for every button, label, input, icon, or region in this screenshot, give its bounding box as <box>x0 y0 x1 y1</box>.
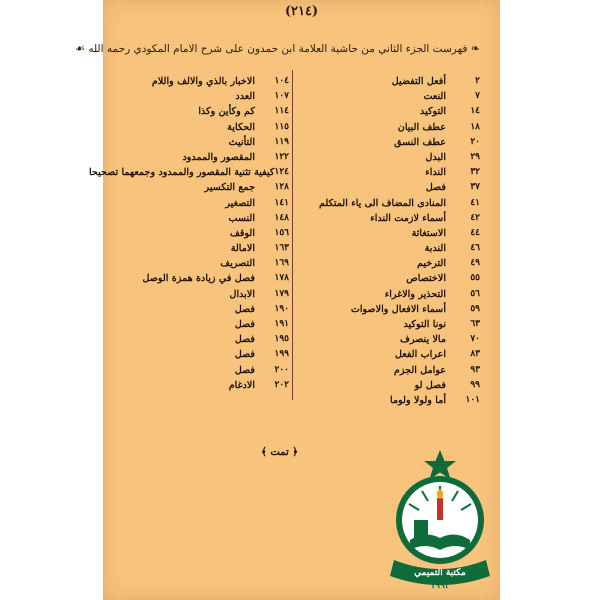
entry-title: النداء <box>425 167 446 179</box>
entry-page-number: ٣٧ <box>470 182 480 193</box>
entry-title: فصل في زيادة همزة الوصل <box>142 273 255 285</box>
entry-title: المنادى المضاف الى ياء المتكلم <box>319 197 446 209</box>
index-entry <box>117 180 289 195</box>
entry-page-number: ١٦٩ <box>274 258 289 269</box>
index-entry <box>117 120 289 135</box>
entry-title: الوقف <box>229 227 255 239</box>
entry-page-number: ٢ <box>475 76 480 86</box>
entry-page-number: ١٩٩ <box>274 349 289 360</box>
index-entry <box>300 104 480 119</box>
index-entry <box>117 256 289 271</box>
entry-title: جمع التكسير <box>204 182 255 194</box>
entry-title: المقصور والممدود <box>182 151 255 163</box>
index-entry <box>300 347 480 362</box>
entry-page-number: ٢٠ <box>470 136 480 147</box>
entry-title: عطف النسق <box>394 136 446 148</box>
index-entry <box>300 317 480 332</box>
entry-page-number: ١٤ <box>470 106 480 117</box>
header-ornament-left: ☙ <box>75 42 85 55</box>
index-entry <box>117 150 289 165</box>
index-entry <box>300 332 480 347</box>
entry-page-number: ١٦٣ <box>274 243 289 254</box>
index-entry <box>117 135 289 150</box>
entry-title: التصغير <box>225 197 255 209</box>
index-entry <box>300 287 480 302</box>
entry-page-number: ٥٦ <box>470 288 480 299</box>
entry-title: عوامل الجزم <box>393 364 446 376</box>
entry-title: الحكاية <box>227 121 255 133</box>
index-entry <box>117 332 289 347</box>
entry-title: التأنيث <box>228 136 255 148</box>
entry-page-number: ١٤١ <box>274 197 289 208</box>
star-icon <box>424 450 456 479</box>
index-entry <box>117 287 289 302</box>
entry-title: عطف البيان <box>397 121 446 133</box>
entry-page-number: ١٠٧ <box>274 91 289 102</box>
index-entry <box>300 165 480 180</box>
library-stamp <box>380 450 500 595</box>
entry-page-number: ١٩٠ <box>274 303 289 314</box>
entry-title: التصريف <box>220 258 255 270</box>
entry-title: كم وكأين وكذا <box>198 106 255 118</box>
entry-page-number: ١٢٢ <box>274 151 289 162</box>
entry-title: اعراب الفعل <box>394 349 446 361</box>
entry-title: الامالة <box>230 243 255 255</box>
index-entry <box>117 211 289 226</box>
entry-title: نونا التوكيد <box>403 319 446 330</box>
index-entry <box>300 241 480 256</box>
entry-page-number: ١٢٤ <box>274 167 289 178</box>
entry-title: الندبة <box>424 243 446 255</box>
entry-title: الاستغاثة <box>411 227 446 239</box>
index-column-left <box>88 74 289 393</box>
entry-title: فصل <box>234 349 255 361</box>
index-entry <box>300 135 480 150</box>
index-entry <box>300 378 480 393</box>
entry-title: أما ولولا ولوما <box>390 394 446 406</box>
entry-page-number: ٢٩ <box>470 151 480 162</box>
entry-title: الادغام <box>228 379 255 391</box>
index-entry <box>117 241 289 256</box>
entry-title: الترخيم <box>417 258 446 270</box>
index-entry <box>117 317 289 332</box>
entry-title: النعت <box>423 91 446 103</box>
index-entry <box>117 378 289 393</box>
entry-page-number: ٥٩ <box>470 303 480 314</box>
index-entry <box>117 104 289 119</box>
entry-page-number: ٩٩ <box>470 379 480 390</box>
entry-title: البدل <box>425 151 446 163</box>
entry-page-number: ٧٠ <box>470 334 480 345</box>
entry-title: الابدال <box>229 288 255 300</box>
entry-page-number: ٥٥ <box>470 273 480 284</box>
header-title: فهرست الجزء الثاني من حاشية العلامة ابن حمدون على شرح الامام المكودي رحمه الله <box>88 43 468 55</box>
entry-page-number: ٩٣ <box>470 364 480 375</box>
entry-title: النسب <box>228 212 255 224</box>
entry-page-number: ٦٣ <box>470 319 480 329</box>
entry-page-number: ١١٤ <box>274 106 289 117</box>
entry-page-number: ١٨ <box>470 121 480 132</box>
entry-title: التوكيد <box>420 106 446 118</box>
ending-mark: ﴿ تمت ﴾ <box>261 447 299 458</box>
index-entry <box>117 363 289 378</box>
entry-title: فصل <box>234 319 255 330</box>
entry-page-number: ٧ <box>475 91 480 102</box>
index-entry <box>300 74 480 89</box>
index-entry <box>300 180 480 195</box>
index-entry <box>300 302 480 317</box>
entry-title: فصل <box>234 334 255 346</box>
header-ornament-right: ❧ <box>470 42 480 55</box>
column-divider <box>292 70 293 400</box>
entry-page-number: ١١٩ <box>274 136 289 147</box>
entry-title: مالا ينصرف <box>400 334 446 346</box>
index-entry <box>300 196 480 211</box>
books-stack-icon <box>414 520 428 538</box>
entry-title: الاختصاص <box>406 273 446 285</box>
entry-page-number: ١٥٦ <box>274 227 289 238</box>
index-entry <box>300 150 480 165</box>
entry-page-number: ١٠١ <box>465 394 480 405</box>
entry-page-number: ٣٢ <box>470 167 480 178</box>
index-entry <box>117 74 289 89</box>
page-number: (٢١٤) <box>284 4 319 19</box>
entry-page-number: ١٤٨ <box>274 212 289 223</box>
entry-title: فصل <box>234 364 255 376</box>
entry-page-number: ١٧٩ <box>274 288 289 299</box>
index-entry <box>300 271 480 286</box>
entry-page-number: ١٧٨ <box>274 273 289 284</box>
index-entry <box>300 256 480 271</box>
entry-title: التحذير والاغراء <box>384 288 446 300</box>
entry-title: كيفية تثنية المقصور والممدود وجمعهما تصحيحا <box>88 167 275 179</box>
entry-page-number: ١١٥ <box>274 121 289 132</box>
entry-page-number: ٨٣ <box>470 349 480 360</box>
index-entry <box>300 89 480 104</box>
entry-page-number: ١٩٥ <box>274 334 289 345</box>
entry-page-number: ١٠٤ <box>274 76 289 86</box>
entry-page-number: ٢٠٠ <box>274 364 289 375</box>
entry-title: فصل <box>425 182 446 194</box>
entry-page-number: ١٢٨ <box>274 182 289 193</box>
index-entry <box>117 271 289 286</box>
entry-title: فصل لو <box>414 379 446 391</box>
index-entry <box>117 196 289 211</box>
entry-title: العدد <box>235 91 255 103</box>
entry-title: أفعل التفضيل <box>391 76 446 87</box>
index-entry <box>117 302 289 317</box>
index-header <box>75 38 480 60</box>
index-entry <box>300 393 480 408</box>
stamp-library-name: مكتبة التميمي <box>414 568 466 578</box>
entry-title: فصل <box>234 303 255 315</box>
candle-icon <box>437 498 443 520</box>
entry-page-number: ٤١ <box>470 197 480 208</box>
entry-title: أسماء لازمت النداء <box>370 212 446 224</box>
entry-title: أسماء الافعال والاصوات <box>350 303 446 315</box>
index-entry <box>300 211 480 226</box>
index-entry <box>300 226 480 241</box>
index-entry <box>117 89 289 104</box>
index-entry <box>300 363 480 378</box>
entry-page-number: ٤٤ <box>470 227 480 238</box>
entry-title: الاخبار بالذي والالف واللام <box>151 76 255 87</box>
entry-page-number: ٤٦ <box>470 243 480 254</box>
entry-page-number: ١٩١ <box>274 319 289 329</box>
index-entry <box>117 347 289 362</box>
index-entry <box>117 226 289 241</box>
index-entry <box>88 165 289 180</box>
entry-page-number: ٢٠٢ <box>274 379 289 390</box>
index-column-right <box>300 74 480 408</box>
stamp-year: ١٩٩٣ <box>430 581 450 591</box>
index-entry <box>300 120 480 135</box>
entry-page-number: ٤٩ <box>470 258 480 269</box>
entry-page-number: ٤٢ <box>470 212 480 223</box>
